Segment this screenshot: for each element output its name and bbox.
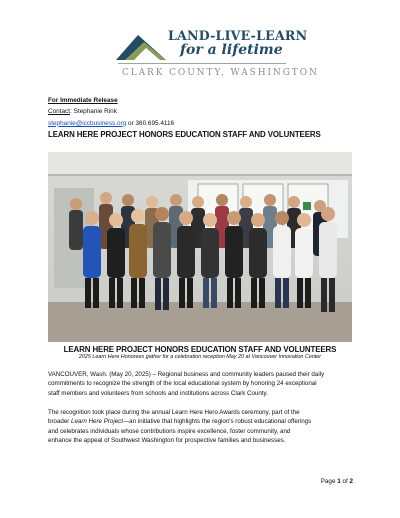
contact-email-link[interactable]: stephanie@iccbusiness.org xyxy=(48,119,127,127)
contact-details xyxy=(48,118,174,129)
paragraph-2-line: enhance the appeal of Southwest Washington for prospective families and businesses. xyxy=(48,437,286,445)
paragraph-1-line: commitments to recognize the strength of the local educational system by honoring 24 exceptional xyxy=(48,380,317,388)
paragraph-2-line: The recognition took place during the annual Learn Here Hero Awards ceremony, part of the xyxy=(48,409,300,416)
paragraph-1-line: staff members and volunteers from schools and institutions across Clark County. xyxy=(48,389,268,397)
headline: LEARN HERE PROJECT HONORS EDUCATION STAFF AND VOLUNTEERS xyxy=(48,130,321,139)
paragraph-2-text: broader xyxy=(48,418,72,426)
photo-caption-title: LEARN HERE PROJECT HONORS EDUCATION STAFF AND VOLUNTEERS xyxy=(63,345,337,354)
body-paragraph-1 xyxy=(48,370,354,398)
body-paragraph-2 xyxy=(48,408,354,446)
contact-label: Contact xyxy=(48,108,71,116)
contact-name: : Stephanie Rink xyxy=(70,108,117,116)
photo-caption: 2025 Learn Here Honorees gather for a celebration reception May 20 at Vancouver Innovation Center xyxy=(78,354,322,360)
paragraph-2-text: —an initiative that highlights the region's robust educational offerings xyxy=(122,418,312,426)
paragraph-1-line: VANCOUVER, Wash. (May 20, 2025) – Regional business and community leaders paused their daily xyxy=(48,371,325,378)
logo-region: CLARK COUNTY, WASHINGTON xyxy=(122,68,319,78)
page-total: 2 xyxy=(349,478,353,485)
release-info xyxy=(48,95,174,129)
release-label: For Immediate Release xyxy=(48,97,118,104)
logo-tagline: for a lifetime xyxy=(180,42,283,58)
paragraph-2-line: and celebrates individuals whose contributions inspire excellence, foster community, and xyxy=(48,427,291,435)
mountain-logo-icon xyxy=(116,34,166,60)
logo-divider xyxy=(118,63,286,64)
group-photo-image xyxy=(48,152,352,342)
learn-here-project-emphasis: Learn Here Project xyxy=(71,418,123,426)
land-live-learn-logo xyxy=(114,27,319,83)
logo-brand-name: LAND-LIVE-LEARN xyxy=(168,28,308,43)
page-number xyxy=(321,478,353,485)
contact-line xyxy=(48,106,174,117)
page-current: 1 xyxy=(337,478,341,485)
paragraph-2-line xyxy=(48,417,354,426)
page-of: of xyxy=(340,478,350,485)
contact-phone: or 360.695.4116 xyxy=(126,119,175,127)
group-photo xyxy=(48,152,352,342)
page-word: Page xyxy=(320,478,338,485)
